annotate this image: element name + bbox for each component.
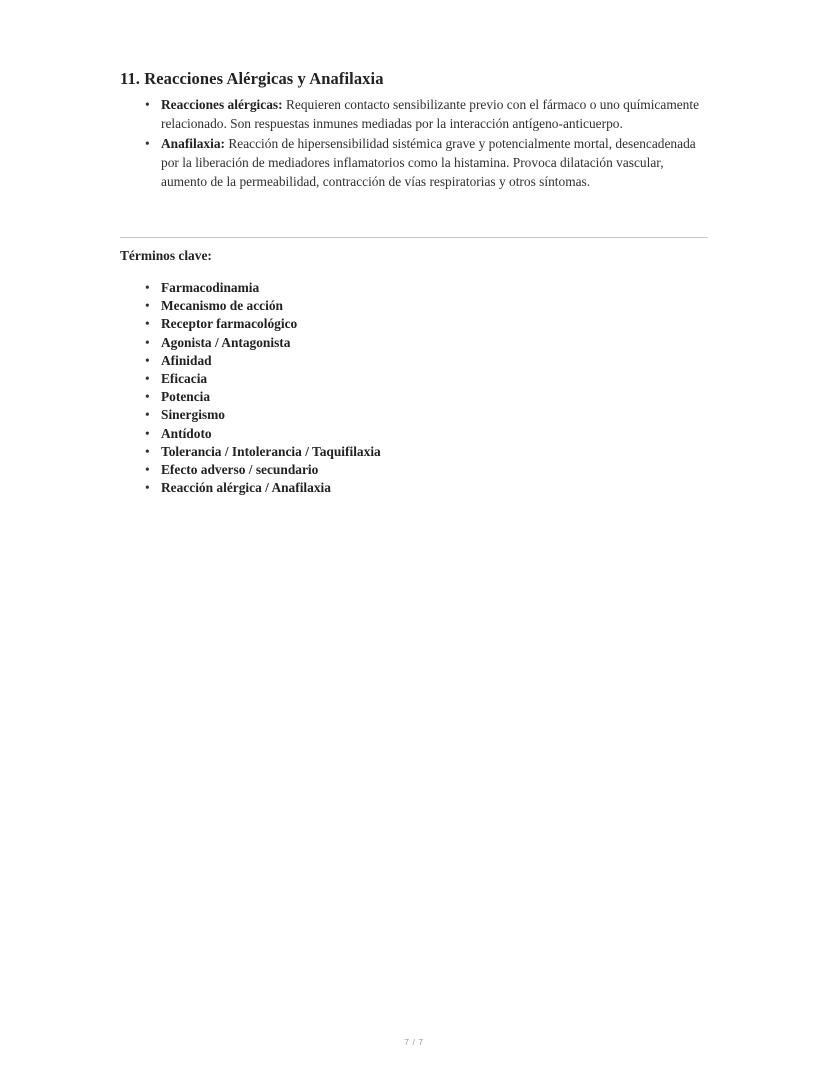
- list-item: [120, 334, 708, 352]
- list-item: [120, 352, 708, 370]
- definition-description: Requieren contacto sensibilizante previo con el fármaco o uno químicamente relacionado. Son respuestas inmunes mediadas por la interacción antígeno-anticuerpo.: [161, 97, 700, 131]
- bullet-icon: •: [145, 352, 150, 368]
- key-terms-list: [120, 279, 708, 497]
- key-term-label: Agonista / Antagonista: [161, 334, 291, 350]
- key-term-label: Tolerancia / Intolerancia / Taquifilaxia: [161, 443, 381, 459]
- list-item: [120, 443, 708, 461]
- key-term-label: Farmacodinamia: [161, 280, 260, 295]
- key-term-label: Mecanismo de acción: [161, 298, 283, 314]
- key-term-label: Receptor farmacológico: [161, 316, 298, 332]
- bullet-icon: •: [145, 97, 150, 113]
- list-item: [120, 388, 708, 406]
- page-title: 11. Reacciones Alérgicas y Anafilaxia: [120, 69, 384, 88]
- bullet-icon: •: [145, 371, 150, 387]
- list-item: [120, 96, 708, 133]
- key-terms-section: [120, 247, 708, 497]
- key-term-label: Afinidad: [161, 352, 212, 368]
- key-term-label: Reacción alérgica / Anafilaxia: [161, 480, 331, 496]
- definition-term: Reacciones alérgicas:: [161, 97, 283, 113]
- bullet-icon: •: [145, 443, 150, 459]
- list-item: [120, 479, 708, 497]
- bullet-icon: •: [145, 298, 150, 314]
- list-item: [120, 297, 708, 315]
- definition-description: Reacción de hipersensibilidad sistémica grave y potencialmente mortal, desencadenada por la liberación de mediadores inflamatorios como la histamina. Provoca dilatación vascular, aumento de la permeabilidad, contracción de vías respiratorias y otros síntomas.: [161, 136, 696, 189]
- list-item: [120, 461, 708, 479]
- bullet-icon: •: [145, 407, 150, 423]
- bullet-icon: •: [145, 280, 150, 295]
- list-item: [120, 370, 708, 388]
- bullet-icon: •: [145, 480, 150, 496]
- bullet-icon: •: [145, 136, 150, 152]
- section-content: [120, 68, 708, 193]
- bullet-icon: •: [145, 425, 150, 441]
- bullet-icon: •: [145, 389, 150, 405]
- list-item: [120, 279, 708, 297]
- page-number-footer: 7 / 7: [404, 1037, 424, 1047]
- key-terms-title: Términos clave:: [120, 248, 212, 263]
- list-item: [120, 425, 708, 443]
- key-term-label: Potencia: [161, 389, 211, 405]
- key-term-label: Sinergismo: [161, 407, 225, 423]
- key-term-label: Antídoto: [161, 425, 212, 441]
- definition-term: Anafilaxia:: [161, 136, 225, 152]
- key-term-label: Eficacia: [161, 371, 208, 387]
- list-item: [120, 315, 708, 333]
- definition-list: [120, 96, 708, 191]
- key-term-label: Efecto adverso / secundario: [161, 462, 319, 478]
- list-item: [120, 406, 708, 424]
- bullet-icon: •: [145, 316, 150, 332]
- bullet-icon: •: [145, 462, 150, 478]
- list-item: [120, 135, 708, 191]
- section-divider: [120, 237, 708, 238]
- bullet-icon: •: [145, 334, 150, 350]
